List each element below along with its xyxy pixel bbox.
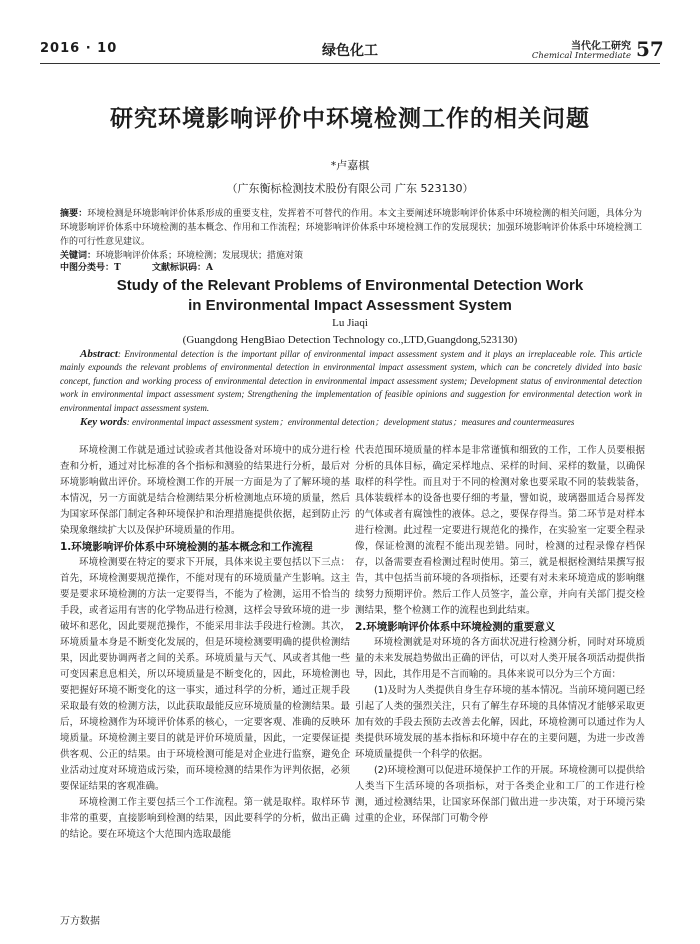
paragraph: (1)及时为人类提供自身生存环境的基本情况。当前环境问题已经引起了人类的强烈关注，只有了解生存环境的具体情况才能够采取更加有效的手段去预防去改善去化解，因此，环境检测可以通过作为人类提供环境发展的基本指标和环境中存在的主要问题，为进一步改善环境质量提供一个科学的依据。 [355, 685, 645, 760]
body-column-right [355, 443, 645, 827]
english-author: Lu Jiaqi [332, 317, 368, 329]
section-heading-2: 2.环境影响评价体系中环境检测的重要意义 [355, 621, 556, 633]
english-keywords-label: Key words [80, 416, 127, 428]
english-keywords [80, 416, 650, 428]
paragraph: 环境检测就是对环境的各方面状况进行检测分析，同时对环境质量的未来发展趋势做出正确的评估，可以对人类开展各项活动提供指导，因此，其作用是不言而喻的。具体来说可以分为三个方面： [355, 637, 645, 680]
article-title: 研究环境影响评价中环境检测工作的相关问题 [110, 106, 590, 132]
english-abstract-label: Abstract [80, 348, 118, 360]
paragraph: 环境检测工作就是通过试验或者其他设备对环境中的成分进行检查和分析，通过对比标准的各个指标和测验的结果进行分析，最后对环境影响做出评价。环境检测工作的开展一方面是为了了解环境的基本情况，另一方面就是结合检测结果分析检测地点环境的质量，然后为国家环保部门制定各种环境保护和治理措施提供依据，起到防止污染现象继续扩大以及保护环境质量的作用。 [60, 445, 350, 536]
english-title-line2: in Environmental Impact Assessment System [188, 297, 512, 314]
abstract-cn [60, 207, 642, 249]
keywords-cn-label: 关键词： [60, 251, 97, 261]
section-heading-1: 1.环境影响评价体系中环境检测的基本概念和工作流程 [60, 541, 313, 553]
keywords-cn-text: 环境影响评价体系；环境检测；发展现状；措施对策 [96, 251, 304, 261]
keywords-cn [60, 250, 642, 262]
affiliation: （广东衡标检测技术股份有限公司 广东 523130） [226, 182, 474, 195]
paragraph: 环境检测要在特定的要求下开展，具体来说主要包括以下三点：首先，环境检测要规范操作，不能对现有的环境质量产生影响。这主要是要求环境检测的方法一定要得当，不能为了检测，运用不恰当的手段，或者运用有害的化学物品进行检测，这样会导致环境的进一步破坏和恶化，因此要规范操作，不能采用非法手段进行检测。其次，环境质量本身是不断变化发展的，但是环境检测要明确的提供检测结果，因此要协调两者之间的关系。环境质量与天气、风或者其他一些可变因素息息相关，所以环境质量是不断变化的，因此，环境检测也要把握好环境不断变化的这一事实，通过科学的分析，通过正规手段采取最有效的检测方法，以此获取最能反应环境质量的检测结果。最后，环境检测作为环境评价体系的核心，一定要客观、准确的反映环境质量。环境检测主要目的就是评价环境质量，因此，一定要保证提供客观、公正的结果。由于环境检测可能是对企业进行监察，避免企业活动过度对环境造成污染，而环境检测的结果作为评判依据，必须要保证结果的客观准确。 [60, 557, 350, 792]
abstract-cn-text: 环境检测是环境影响评价体系形成的重要支柱，发挥着不可替代的作用。本文主要阐述环境影响评价体系中环境检测的相关问题，具体分为环境影响评价体系中环境检测的基本概念、作用和工作流程；环境影响评价体系中环境检测工作的发展现状；加强环境影响评价体系中环境检测工作的可行性意见建议。 [60, 209, 642, 247]
page-number: 57 [636, 37, 664, 61]
journal-section: 绿色化工 [322, 43, 378, 59]
abstract-cn-label: 摘要： [60, 209, 88, 219]
english-affiliation: (Guangdong HengBiao Detection Technology co.,LTD,Guangdong,523130) [182, 334, 518, 346]
journal-name-cn: 当代化工研究 [571, 41, 631, 52]
paragraph: (2)环境检测可以促进环境保护工作的开展。环境检测可以提供给人类当下生活环境的各项指标，对于各类企业和工厂的工作进行检测，通过检测结果，让国家环保部门做出进一步决策，对于环境污染过重的企业，环保部门可勒令停 [355, 765, 645, 824]
issue-label: 2016 · 10 [40, 41, 118, 56]
english-abstract-text: : Environmental detection is the important pillar of environmental impact assessment system and it plays an irreplaceable role. This article mainly expounds the relevant problems of environmental detection in environmental impact assessment system, which can be concretely divided into basic concept, function and working process of environmental detection in environmental impact assessment system; Development status of environmental detection work in environmental impact assessment system; Strengthening the implementation of feasible opinions and suggestion for environmental detection work in environmental impact assessment system. [60, 349, 642, 413]
doc-code: 文献标识码：A [152, 263, 213, 273]
author: *卢嘉棋 [330, 159, 370, 172]
paragraph: 环境检测工作主要包括三个工作流程。第一就是取样。取样环节非常的重要，直接影响到检测的结果，因此要科学的分析，做出正确的结论。要在环境这个大范围内选取最能 [60, 797, 350, 840]
header-divider [40, 63, 660, 64]
clc-number: 中图分类号：T [60, 263, 121, 273]
paragraph: 代表范围环境质量的样本是非常谨慎和细致的工作，工作人员要根据分析的具体目标，确定采样地点、采样的时间、采样的数量，以确保取样的科学性。而且对于不同的检测对象也要采取不同的装载装备，具体装载样本的设备也要仔细的考量，譬如说，玻璃器皿适合易挥发的气体或者有腐蚀性的液体。总之，要保存得当。第二环节是对样本进行检测。此过程一定要进行规范化的操作，在实验室一定要全程录像，保证检测的流程不能出现差错。同时，检测的过程录像存档保存，以备需要查看检测过程时使用。第三，就是根据检测结果撰写报告，其中包括当前环境的各项指标，还要有对未来环境造成的影响继续努力预期评价。然后工作人员签字，盖公章，并向有关部门提交检测结果，整个检测工作的流程也到此结束。 [355, 445, 645, 616]
classification [60, 262, 642, 274]
english-title-line1: Study of the Relevant Problems of Environmental Detection Work [116, 277, 584, 294]
english-keywords-text: : environmental impact assessment system；environmental detection；development status；measures and countermeasures [126, 417, 575, 427]
english-title [0, 276, 700, 316]
footer-source: 万方数据 [60, 916, 100, 927]
english-abstract [60, 348, 642, 415]
body-column-left [60, 443, 350, 843]
journal-name-en: Chemical Intermediate [531, 51, 631, 61]
